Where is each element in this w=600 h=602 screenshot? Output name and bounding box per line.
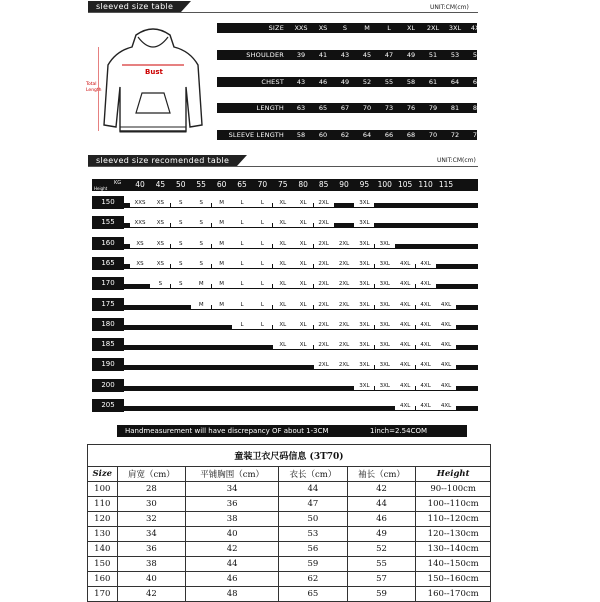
rec-cell: 2XL <box>314 241 334 248</box>
size-cell: 83 <box>472 104 482 112</box>
rec-cell: 4XL <box>436 383 456 390</box>
size-cell: 81 <box>450 104 460 112</box>
table-cell: 52 <box>347 542 416 557</box>
rec-cell: 3XL <box>375 281 395 288</box>
kg-value: 75 <box>278 180 288 189</box>
size-cell: 70 <box>428 131 438 139</box>
rec-row-height: 185 <box>92 338 124 351</box>
size-cell: M <box>364 24 370 32</box>
kg-value: 110 <box>418 180 433 189</box>
rec-cell: XL <box>273 261 293 268</box>
rec-cell: 3XL <box>354 281 374 288</box>
rec-cell: 4XL <box>416 342 436 349</box>
kids-header-chest: 平铺胸围（cm） <box>186 467 279 482</box>
size-cell: 49 <box>406 51 416 59</box>
size-cell: 58 <box>406 78 416 86</box>
table-cell: 42 <box>347 482 416 497</box>
table-cell: 53 <box>279 527 348 542</box>
rec-cell: 2XL <box>334 241 354 248</box>
table-cell: 140--150cm <box>416 557 491 572</box>
table-cell: 57 <box>347 572 416 587</box>
table-cell: 130 <box>88 527 118 542</box>
size-cell: 47 <box>384 51 394 59</box>
rec-cell: 4XL <box>395 383 415 390</box>
rec-cell: S <box>191 200 211 207</box>
rec-cell: S <box>150 281 170 288</box>
rec-cell: M <box>212 220 232 227</box>
rec-row-height: 180 <box>92 318 124 331</box>
size-cell: 55 <box>384 78 394 86</box>
rec-cell: XL <box>293 302 313 309</box>
rec-cell: XS <box>130 241 150 248</box>
size-table-divider <box>88 12 478 13</box>
table-cell: 44 <box>186 557 279 572</box>
rec-cell: XL <box>273 241 293 248</box>
size-cell: 64 <box>362 131 372 139</box>
rec-cell: S <box>191 261 211 268</box>
rec-cell: S <box>171 200 191 207</box>
kg-value: 55 <box>196 180 206 189</box>
table-cell: 36 <box>186 497 279 512</box>
rec-cell: L <box>232 302 252 309</box>
size-cell: 74 <box>472 131 482 139</box>
rec-cell: 3XL <box>375 241 395 248</box>
size-cell: 49 <box>340 78 350 86</box>
rec-cell: 3XL <box>354 261 374 268</box>
table-cell: 48 <box>186 587 279 602</box>
kg-value: 115 <box>438 180 454 189</box>
rec-cell: 3XL <box>354 383 374 390</box>
size-cell: 52 <box>362 78 372 86</box>
rec-cell: 4XL <box>436 302 456 309</box>
size-row <box>217 130 482 140</box>
size-cell: 66 <box>384 131 394 139</box>
table-cell: 50 <box>279 512 348 527</box>
kg-value: 90 <box>339 180 349 189</box>
rec-cell: XL <box>293 241 313 248</box>
table-cell: 100 <box>88 482 118 497</box>
size-cell: 43 <box>340 51 350 59</box>
note-inch: 1inch=2.54COM <box>370 427 428 435</box>
rec-cell: 2XL <box>314 342 334 349</box>
table-cell: 44 <box>347 497 416 512</box>
size-cell: 63 <box>296 104 306 112</box>
table-cell: 46 <box>186 572 279 587</box>
table-cell: 62 <box>279 572 348 587</box>
rec-cell: M <box>212 241 232 248</box>
rec-cell: 2XL <box>334 362 354 369</box>
rec-cell: 4XL <box>416 322 436 329</box>
rec-cell: M <box>191 302 211 309</box>
rec-cell: 4XL <box>436 362 456 369</box>
rec-cell: 3XL <box>354 200 374 207</box>
kids-table-header <box>88 467 491 482</box>
rec-cell: L <box>252 200 272 207</box>
rec-cell: S <box>191 220 211 227</box>
rec-cell: 4XL <box>416 302 436 309</box>
rec-cell: 3XL <box>375 261 395 268</box>
table-row <box>88 512 491 527</box>
rec-cell: 4XL <box>416 281 436 288</box>
table-cell: 28 <box>117 482 186 497</box>
rec-cell: XL <box>273 200 293 207</box>
kg-value: 70 <box>257 180 268 189</box>
size-table-tab: sleeved size table <box>88 1 181 12</box>
rec-cell: 4XL <box>395 322 415 329</box>
size-cell: 65 <box>318 104 328 112</box>
rec-cell: 2XL <box>334 281 354 288</box>
kg-value: 40 <box>135 180 145 189</box>
rec-cell: 4XL <box>395 342 415 349</box>
rec-cell: XL <box>273 281 293 288</box>
rec-cell: L <box>232 322 252 329</box>
kg-value: 80 <box>298 180 308 189</box>
size-cell: 2XL <box>426 24 440 32</box>
size-cell: XS <box>318 24 328 32</box>
rec-cell: XL <box>293 261 313 268</box>
rec-row-height: 160 <box>92 237 124 250</box>
rec-cell: XS <box>150 261 170 268</box>
rec-cell: 2XL <box>314 281 334 288</box>
size-cell: 55 <box>472 51 482 59</box>
size-cell: 51 <box>428 51 438 59</box>
rec-row-height: 200 <box>92 379 124 392</box>
rec-row-height: 150 <box>92 196 124 209</box>
rec-cell: 2XL <box>334 322 354 329</box>
rec-cell: 4XL <box>416 383 436 390</box>
size-cell: 70 <box>362 104 372 112</box>
size-cell: 41 <box>318 51 328 59</box>
rec-cell: XS <box>150 220 170 227</box>
rec-cell: L <box>252 261 272 268</box>
rec-cell: 4XL <box>416 362 436 369</box>
size-row-label: LENGTH <box>256 104 284 112</box>
size-row <box>217 23 484 33</box>
bust-label: Bust <box>145 68 163 76</box>
size-cell: S <box>342 24 348 32</box>
table-cell: 160 <box>88 572 118 587</box>
table-cell: 170 <box>88 587 118 602</box>
rec-cell: 3XL <box>354 322 374 329</box>
table-cell: 46 <box>347 512 416 527</box>
kids-header-height: Height <box>416 467 491 482</box>
rec-cell: XL <box>273 322 293 329</box>
rec-cell: S <box>171 281 191 288</box>
height-label: Height <box>94 186 108 191</box>
rec-cell: M <box>212 261 232 268</box>
rec-cell: 3XL <box>375 342 395 349</box>
kids-header-size: Size <box>88 467 118 482</box>
rec-cell: XL <box>293 220 313 227</box>
table-cell: 56 <box>279 542 348 557</box>
size-row-label: CHEST <box>261 78 284 86</box>
size-cell: 68 <box>406 131 416 139</box>
rec-row-height: 170 <box>92 277 124 290</box>
kids-header-shoulder: 肩宽（cm） <box>117 467 186 482</box>
rec-cell: L <box>252 281 272 288</box>
size-cell: 43 <box>296 78 306 86</box>
rec-table-divider <box>88 166 478 167</box>
size-row-label: SHOULDER <box>246 51 284 59</box>
rec-cell: XS <box>150 241 170 248</box>
rec-cell: L <box>232 261 252 268</box>
rec-row-height: 165 <box>92 257 124 270</box>
rec-cell: 4XL <box>395 302 415 309</box>
rec-cell: XS <box>150 200 170 207</box>
table-cell: 90--100cm <box>416 482 491 497</box>
rec-cell: S <box>191 241 211 248</box>
rec-cell: L <box>232 220 252 227</box>
rec-cell: 2XL <box>334 302 354 309</box>
size-cell: 3XL <box>448 24 462 32</box>
rec-cell: L <box>252 302 272 309</box>
rec-cell: 2XL <box>314 362 334 369</box>
kids-header-length: 衣长（cm） <box>279 467 348 482</box>
size-cell: 61 <box>428 78 438 86</box>
rec-cell: 2XL <box>334 342 354 349</box>
rec-cell: 3XL <box>375 383 395 390</box>
table-cell: 110 <box>88 497 118 512</box>
rec-cell: XL <box>293 342 313 349</box>
rec-cell: 2XL <box>314 322 334 329</box>
rec-cell: 4XL <box>395 362 415 369</box>
rec-cell: 2XL <box>334 261 354 268</box>
kg-header-row <box>92 179 478 191</box>
hoodie-diagram <box>98 27 208 139</box>
rec-cell: XXS <box>130 220 150 227</box>
table-cell: 34 <box>117 527 186 542</box>
rec-cell: XL <box>293 200 313 207</box>
table-cell: 150--160cm <box>416 572 491 587</box>
table-row <box>88 542 491 557</box>
table-row <box>88 587 491 602</box>
rec-cell: 4XL <box>416 403 436 410</box>
rec-cell: 2XL <box>314 261 334 268</box>
kids-size-table <box>87 444 491 602</box>
size-cell: 72 <box>450 131 460 139</box>
table-cell: 34 <box>186 482 279 497</box>
table-cell: 40 <box>186 527 279 542</box>
rec-cell: XL <box>273 220 293 227</box>
kg-value: 85 <box>318 180 329 189</box>
table-cell: 36 <box>117 542 186 557</box>
table-cell: 120--130cm <box>416 527 491 542</box>
rec-cell: 4XL <box>436 403 456 410</box>
size-cell: 64 <box>450 78 460 86</box>
size-cell: 76 <box>406 104 416 112</box>
measurement-note <box>117 425 467 437</box>
rec-cell: S <box>171 241 191 248</box>
rec-cell: L <box>252 241 272 248</box>
table-cell: 120 <box>88 512 118 527</box>
kg-value: 60 <box>216 180 227 189</box>
rec-cell: 4XL <box>395 281 415 288</box>
total-length-label: Total Length <box>86 82 102 93</box>
rec-row-height: 205 <box>92 399 124 412</box>
kg-value: 50 <box>176 180 186 189</box>
table-cell: 65 <box>279 587 348 602</box>
rec-cell: 3XL <box>354 342 374 349</box>
table-cell: 42 <box>117 587 186 602</box>
rec-row-height: 175 <box>92 298 124 311</box>
size-cell: 53 <box>450 51 460 59</box>
rec-cell: 4XL <box>395 261 415 268</box>
size-cell: 45 <box>362 51 372 59</box>
rec-row-height: 155 <box>92 216 124 229</box>
table-cell: 100--110cm <box>416 497 491 512</box>
table-row <box>88 557 491 572</box>
kg-value: 45 <box>155 180 166 189</box>
table-cell: 42 <box>186 542 279 557</box>
rec-cell: 3XL <box>375 362 395 369</box>
table-cell: 130--140cm <box>416 542 491 557</box>
table-cell: 160--170cm <box>416 587 491 602</box>
size-cell: 73 <box>384 104 394 112</box>
rec-cell: XL <box>273 342 293 349</box>
rec-cell: L <box>232 241 252 248</box>
rec-cell: 4XL <box>416 261 436 268</box>
rec-cell: XS <box>130 261 150 268</box>
table-row <box>88 497 491 512</box>
size-cell: 60 <box>318 131 328 139</box>
rec-cell: 4XL <box>395 403 415 410</box>
rec-cell: L <box>252 220 272 227</box>
rec-cell: 3XL <box>375 322 395 329</box>
rec-cell: 3XL <box>354 302 374 309</box>
size-row <box>217 77 482 87</box>
table-cell: 59 <box>347 587 416 602</box>
table-cell: 59 <box>279 557 348 572</box>
rec-row-height: 190 <box>92 358 124 371</box>
table-cell: 110--120cm <box>416 512 491 527</box>
table-cell: 140 <box>88 542 118 557</box>
table-row <box>88 572 491 587</box>
kg-value: 100 <box>377 180 392 189</box>
rec-cell: M <box>191 281 211 288</box>
table-cell: 49 <box>347 527 416 542</box>
size-row <box>217 103 482 113</box>
kg-label: KG <box>114 180 122 186</box>
size-row-label: SLEEVE LENGTH <box>228 131 284 139</box>
rec-cell: 3XL <box>354 241 374 248</box>
size-row <box>217 50 482 60</box>
size-cell: 79 <box>428 104 438 112</box>
size-row-label: SIZE <box>268 24 284 32</box>
size-cell: 46 <box>318 78 328 86</box>
rec-cell: 2XL <box>314 200 334 207</box>
size-cell: XXS <box>294 24 308 32</box>
size-cell: 39 <box>296 51 306 59</box>
size-cell: 58 <box>296 131 306 139</box>
size-cell: 62 <box>340 131 350 139</box>
size-cell: L <box>387 24 391 32</box>
rec-cell: XL <box>293 281 313 288</box>
rec-cell: M <box>212 281 232 288</box>
table-cell: 32 <box>117 512 186 527</box>
kg-value: 105 <box>398 180 413 189</box>
table-row <box>88 527 491 542</box>
size-cell: 67 <box>472 78 482 86</box>
table-cell: 40 <box>117 572 186 587</box>
note-discrepancy: Handmeasurement will have discrepancy OF about 1-3CM <box>125 427 329 435</box>
rec-cell: XL <box>293 322 313 329</box>
rec-cell: M <box>212 200 232 207</box>
table-cell: 38 <box>186 512 279 527</box>
rec-table-tab: sleeved size recomended table <box>88 155 237 166</box>
rec-cell: L <box>232 281 252 288</box>
rec-cell: S <box>171 220 191 227</box>
kids-header-sleeve: 袖长（cm） <box>347 467 416 482</box>
rec-cell: 4XL <box>436 322 456 329</box>
table-cell: 30 <box>117 497 186 512</box>
rec-cell: 3XL <box>375 302 395 309</box>
table-row <box>88 482 491 497</box>
rec-cell: 4XL <box>436 342 456 349</box>
size-cell: XL <box>406 24 416 32</box>
rec-cell: L <box>252 322 272 329</box>
kids-table-title: 童装卫衣尺码信息 (3T70) <box>88 445 491 467</box>
table-cell: 38 <box>117 557 186 572</box>
rec-cell: 3XL <box>354 362 374 369</box>
rec-cell: 2XL <box>314 220 334 227</box>
rec-cell: S <box>171 261 191 268</box>
size-cell: 67 <box>340 104 350 112</box>
table-cell: 47 <box>279 497 348 512</box>
rec-table-unit: UNIT:CM(cm) <box>437 157 476 164</box>
table-cell: 44 <box>279 482 348 497</box>
size-cell: 4XL <box>470 24 484 32</box>
table-cell: 55 <box>347 557 416 572</box>
table-cell: 150 <box>88 557 118 572</box>
rec-cell: M <box>212 302 232 309</box>
rec-cell: L <box>232 200 252 207</box>
rec-cell: 2XL <box>314 302 334 309</box>
kg-value: 95 <box>359 180 370 189</box>
rec-cell: XXS <box>130 200 150 207</box>
size-table-unit: UNIT:CM(cm) <box>430 4 469 11</box>
rec-cell: XL <box>273 302 293 309</box>
kg-value: 65 <box>237 180 247 189</box>
rec-cell: 3XL <box>354 220 374 227</box>
